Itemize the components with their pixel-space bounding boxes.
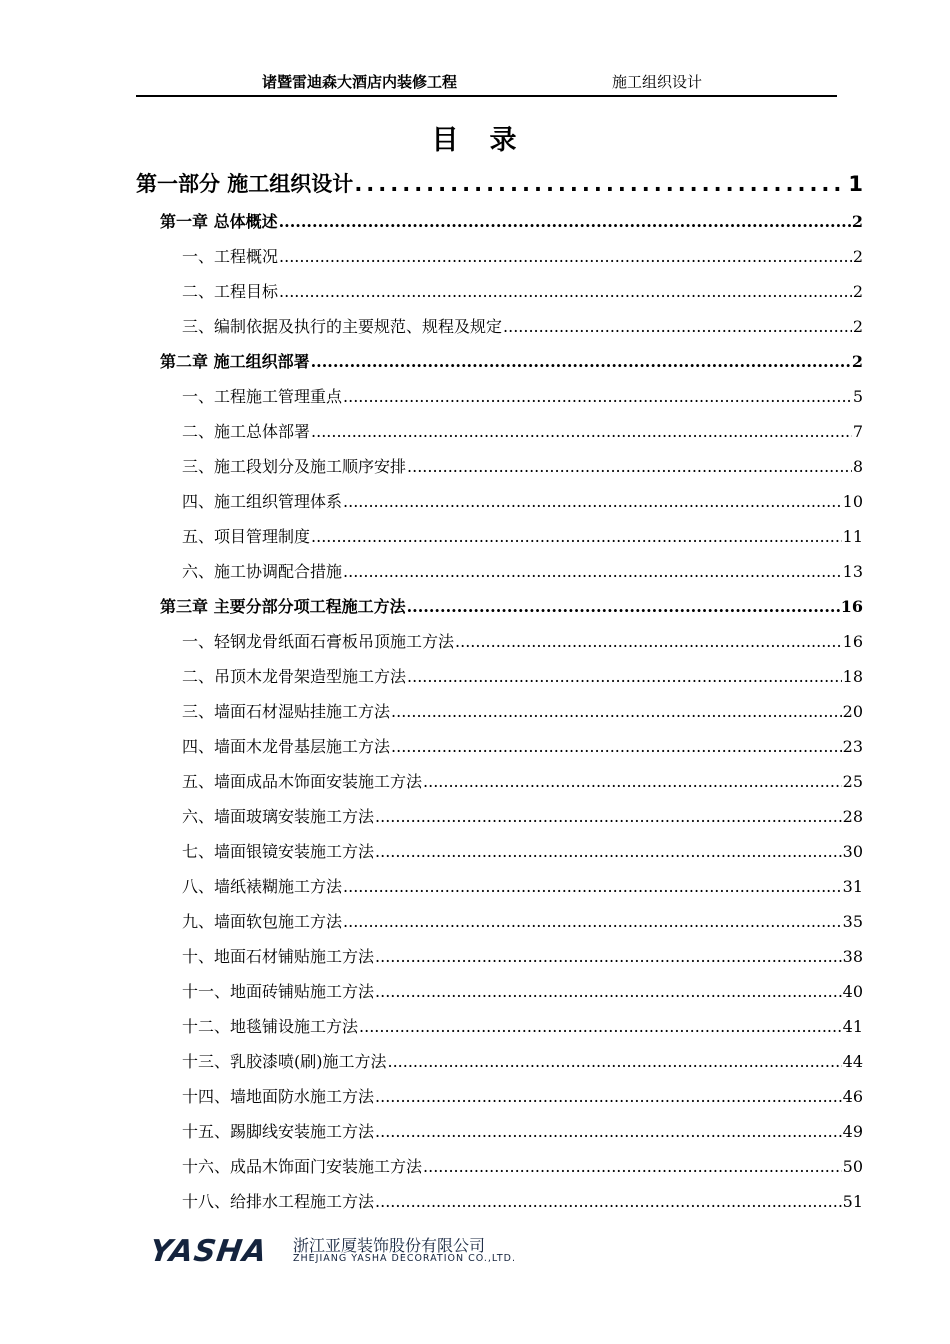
toc-dot-leader [279,212,851,231]
toc-entry-label: 四、施工组织管理体系 [182,492,343,511]
toc-page-number: 10 [842,492,863,511]
toc-page-number: 5 [852,387,863,406]
toc-entry-label: 三、编制依据及执行的主要规范、规程及规定 [182,317,503,336]
toc-entry[interactable] [182,629,863,652]
toc-entry[interactable] [182,419,863,442]
toc-entry-label: 四、墙面木龙骨基层施工方法 [182,737,391,756]
toc-page-number: 31 [842,877,863,896]
header-doc-type: 施工组织设计 [612,73,703,91]
toc-entry-label: 第二章 施工组织部署 [160,352,310,371]
toc-entry[interactable] [182,559,863,582]
toc-entry[interactable] [182,699,863,722]
footer-company-name-en: ZHEJIANG YASHA DECORATION CO.,LTD. [293,1253,517,1264]
toc-dot-leader [343,562,842,581]
toc-entry[interactable] [182,1014,863,1037]
toc-dot-leader [391,702,842,721]
toc-dot-leader [388,1052,842,1071]
toc-entry[interactable] [182,804,863,827]
toc-dot-leader [375,982,842,1001]
toc-entry[interactable] [160,209,863,232]
toc-dot-leader [343,877,842,896]
toc-dot-leader [359,1017,842,1036]
toc-entry-label: 六、墙面玻璃安装施工方法 [182,807,375,826]
toc-entry-label: 七、墙面银镜安装施工方法 [182,842,375,861]
toc-entry-label: 六、施工协调配合措施 [182,562,343,581]
toc-page-number: 46 [842,1087,863,1106]
toc-entry[interactable] [182,1084,863,1107]
toc-entry-label: 二、吊顶木龙骨架造型施工方法 [182,667,407,686]
toc-entry[interactable] [136,168,863,198]
toc-page-number: 30 [842,842,863,861]
toc-entry[interactable] [182,1189,863,1212]
toc-entry-label: 一、轻钢龙骨纸面石膏板吊顶施工方法 [182,632,455,651]
toc-entry[interactable] [160,349,863,372]
toc-entry-label: 十六、成品木饰面门安装施工方法 [182,1157,423,1176]
toc-entry-label: 十三、乳胶漆喷(刷)施工方法 [182,1052,387,1071]
toc-page-number: 2 [852,282,863,301]
toc-entry-label: 十五、踢脚线安装施工方法 [182,1122,375,1141]
toc-entry[interactable] [182,839,863,862]
toc-page-number: 2 [851,212,863,231]
toc-entry-label: 二、施工总体部署 [182,422,311,441]
toc-entry-label: 五、项目管理制度 [182,527,311,546]
toc-page-number: 11 [842,527,863,546]
toc-dot-leader [375,807,842,826]
page-header [136,66,837,97]
toc-dot-leader [503,317,852,336]
toc-page-number: 2 [852,247,863,266]
toc-page-number: 16 [840,597,863,616]
toc-dot-leader [375,1087,842,1106]
toc-entry[interactable] [182,769,863,792]
toc-dot-leader [455,632,842,651]
toc-entry[interactable] [182,1119,863,1142]
yasha-logo-wordmark: YASHA [147,1234,270,1269]
toc-dot-leader [343,492,842,511]
toc-page-number: 40 [842,982,863,1001]
toc-entry-label: 一、工程施工管理重点 [182,387,343,406]
toc-entry[interactable] [182,1154,863,1177]
toc-dot-leader [423,772,842,791]
header-project-title: 诸暨雷迪森大酒店内装修工程 [262,73,458,91]
toc-page-number: 51 [842,1192,863,1211]
toc-dot-leader [311,422,852,441]
toc-entry-label: 三、施工段划分及施工顺序安排 [182,457,407,476]
toc-entry-label: 十二、地毯铺设施工方法 [182,1017,359,1036]
toc-entry-label: 九、墙面软包施工方法 [182,912,343,931]
toc-entry-label: 五、墙面成品木饰面安装施工方法 [182,772,423,791]
toc-page-number: 20 [842,702,863,721]
toc-dot-leader [375,1192,842,1211]
toc-dot-leader [375,947,842,966]
toc-page-number: 13 [842,562,863,581]
toc-entry[interactable] [182,314,863,337]
toc-page-number: 38 [842,947,863,966]
toc-page-number: 2 [851,352,863,371]
toc-entry[interactable] [182,279,863,302]
toc-page-number: 2 [852,317,863,336]
toc-dot-leader [407,457,852,476]
toc-entry-label: 十八、给排水工程施工方法 [182,1192,375,1211]
toc-dot-leader [354,172,847,196]
footer-company-name-cn: 浙江亚厦装饰股份有限公司 [293,1236,486,1255]
toc-entry[interactable] [182,979,863,1002]
toc-page-number: 1 [848,172,863,196]
toc-page-number: 41 [842,1017,863,1036]
toc-dot-leader [407,597,840,616]
toc-entry-label: 十、地面石材铺贴施工方法 [182,947,375,966]
toc-page-number: 28 [842,807,863,826]
toc-dot-leader [279,247,852,266]
toc-dot-leader [343,912,842,931]
toc-entry[interactable] [182,489,863,512]
toc-page-number: 16 [842,632,863,651]
toc-entry[interactable] [182,454,863,477]
toc-dot-leader [279,282,852,301]
toc-entry-label: 一、工程概况 [182,247,279,266]
toc-dot-leader [343,387,852,406]
toc-page-number: 44 [842,1052,863,1071]
toc-dot-leader [391,737,842,756]
toc-entry-label: 第一部分 施工组织设计 [136,172,354,196]
toc-dot-leader [423,1157,842,1176]
toc-dot-leader [375,1122,842,1141]
toc-page-number: 49 [842,1122,863,1141]
toc-entry-label: 第一章 总体概述 [160,212,278,231]
toc-heading: 目 录 [431,125,519,156]
toc-page-number: 8 [852,457,863,476]
toc-page-number: 50 [842,1157,863,1176]
toc-entry-label: 十一、地面砖铺贴施工方法 [182,982,375,1001]
toc-entry-label: 第三章 主要分部分项工程施工方法 [160,597,406,616]
toc-entry[interactable] [160,594,863,617]
toc-page-number: 18 [842,667,863,686]
toc-page-number: 7 [852,422,863,441]
toc-entry[interactable] [182,944,863,967]
toc-page-number: 25 [842,772,863,791]
toc-entry[interactable] [182,244,863,267]
toc-entry[interactable] [182,384,863,407]
toc-dot-leader [311,352,851,371]
toc-entry[interactable] [182,524,863,547]
toc-page-number: 23 [842,737,863,756]
toc-dot-leader [311,527,842,546]
toc-entry[interactable] [182,734,863,757]
toc-entry-label: 二、工程目标 [182,282,279,301]
toc-dot-leader [375,842,842,861]
toc-entry[interactable] [182,874,863,897]
toc-entry[interactable] [182,664,863,687]
toc-entry-label: 三、墙面石材湿贴挂施工方法 [182,702,391,721]
toc-entry-label: 十四、墙地面防水施工方法 [182,1087,375,1106]
toc-entry[interactable] [182,1049,863,1072]
toc-dot-leader [407,667,842,686]
toc-entry[interactable] [182,909,863,932]
toc-page-number: 35 [842,912,863,931]
toc-entry-label: 八、墙纸裱糊施工方法 [182,877,343,896]
